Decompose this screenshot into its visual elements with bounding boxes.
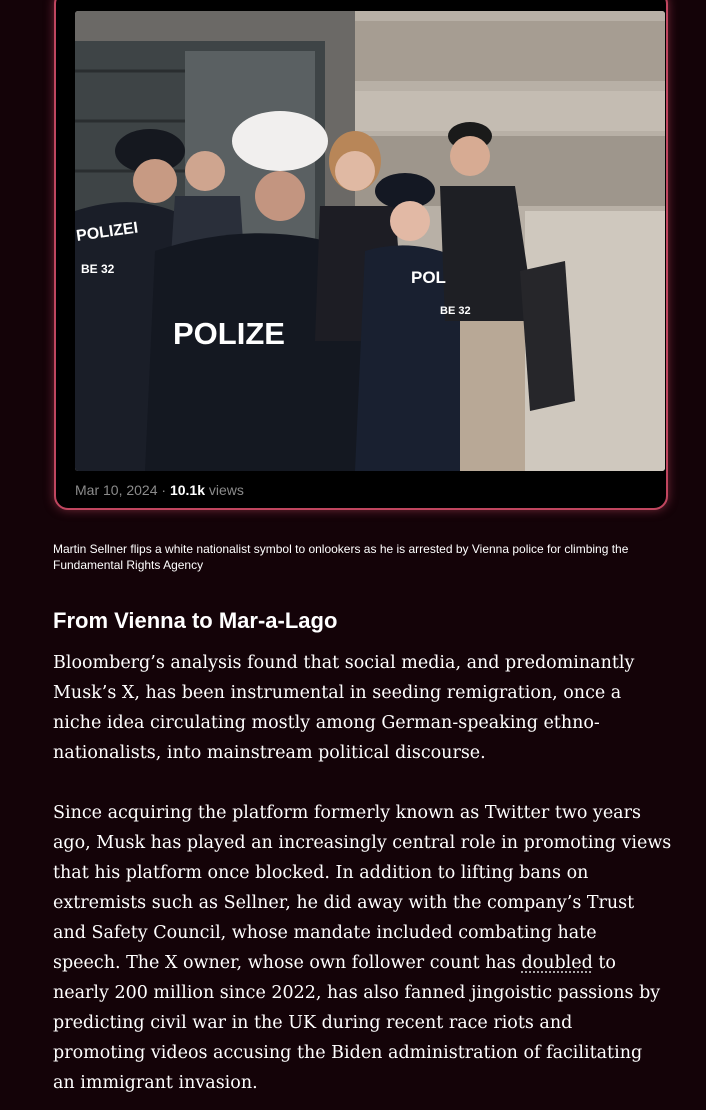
paragraph-line: promoting videos accusing the Biden administration of facilitating xyxy=(53,1043,643,1063)
paragraph-line: nearly 200 million since 2022, has also fanned jingoistic passions by xyxy=(53,983,661,1003)
post-meta xyxy=(75,482,244,498)
photo-text-left-number: BE 32 xyxy=(81,262,115,276)
doubled-link[interactable]: doubled xyxy=(521,953,593,973)
paragraph-line: Since acquiring the platform formerly known as Twitter two years xyxy=(53,803,641,823)
section-heading: From Vienna to Mar-a-Lago xyxy=(53,608,338,633)
paragraph-line: ago, Musk has played an increasingly central role in promoting views xyxy=(53,833,672,853)
paragraph-line: Bloomberg’s analysis found that social media, and predominantly xyxy=(53,653,635,673)
paragraph-line xyxy=(53,948,678,978)
photo-text-right-number: BE 32 xyxy=(440,305,471,317)
views-label: views xyxy=(205,482,244,498)
paragraph-line: and Safety Council, whose mandate included combating hate xyxy=(53,923,597,943)
arrest-photo xyxy=(75,11,665,471)
photo-text-right-badge: POL xyxy=(411,268,446,287)
paragraph-line: extremists such as Sellner, he did away with the company’s Trust xyxy=(53,893,635,913)
body-paragraph-1 xyxy=(53,648,678,768)
post-date: Mar 10, 2024 xyxy=(75,482,158,498)
embedded-post-card[interactable] xyxy=(54,0,668,510)
paragraph-line: that his platform once blocked. In addition to lifting bans on xyxy=(53,863,589,883)
body-paragraph-2 xyxy=(53,798,678,1098)
photo-text-left-badge: POLIZEI xyxy=(75,219,140,245)
meta-separator: · xyxy=(157,482,170,498)
views-count: 10.1k xyxy=(169,482,205,498)
paragraph-line: nationalists, into mainstream political discourse. xyxy=(53,743,486,763)
line-text: to xyxy=(592,953,616,973)
paragraph-line: an immigrant invasion. xyxy=(53,1073,258,1093)
photo-caption: Martin Sellner flips a white nationalist symbol to onlookers as he is arrested by Vienna police for climbing the Fundamental Rights Agency xyxy=(53,542,629,572)
paragraph-line: niche idea circulating mostly among German-speaking ethno- xyxy=(53,713,600,733)
line-text: speech. The X owner, whose own follower count has xyxy=(53,953,522,973)
photo-text-center-back: POLIZE xyxy=(173,316,285,351)
paragraph-line: predicting civil war in the UK during recent race riots and xyxy=(53,1013,573,1033)
paragraph-line: Musk’s X, has been instrumental in seeding remigration, once a xyxy=(53,683,622,703)
